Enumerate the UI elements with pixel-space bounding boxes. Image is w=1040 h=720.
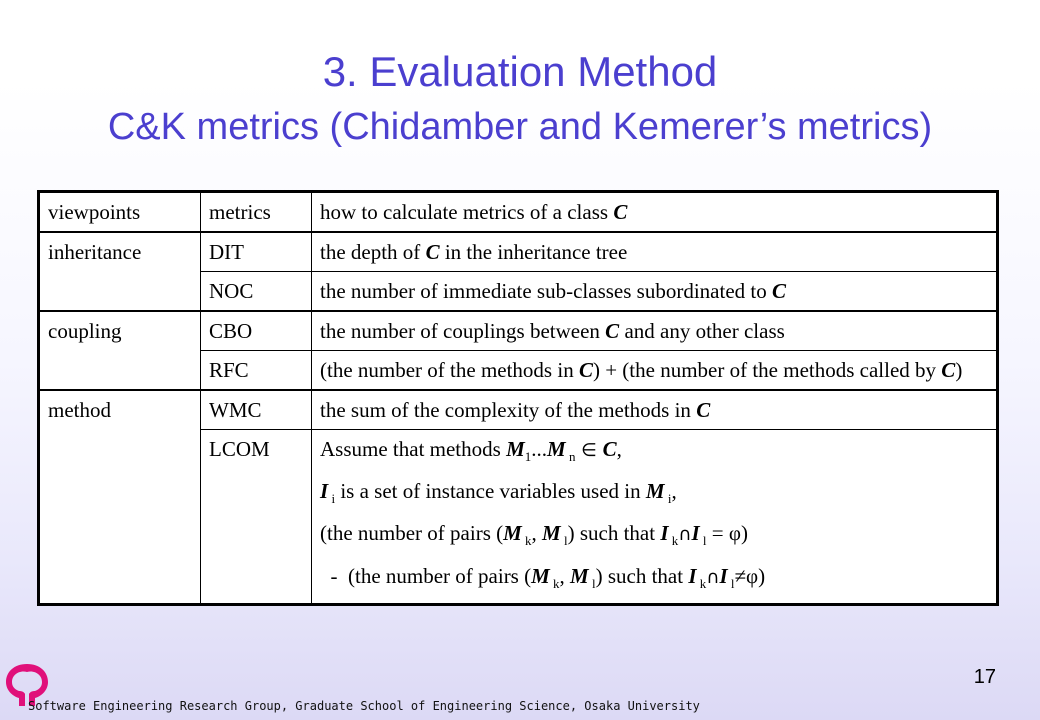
lcom-line-2: I $_i$ is a set of instance variables used in M $_i$, [320, 479, 677, 507]
description-noc: the number of immediate sub-classes subordinated to C [312, 272, 998, 312]
metric-wmc: WMC [201, 390, 312, 430]
metric-cbo: CBO [201, 311, 312, 351]
viewpoint-inheritance: inheritance [39, 232, 201, 272]
lcom-line-1: Assume that methods $M_1...M$ $_n$ ∈ C, [320, 437, 622, 465]
header-viewpoints: viewpoints [48, 200, 141, 224]
lcom-line-3: (the number of pairs (M $_k$, M $_l$) such that I $_k$∩I $_l$ = φ) [320, 521, 748, 549]
table-header-row [39, 192, 998, 233]
lcom-line-4: - (the number of pairs (M $_k$, M $_l$) such that I $_k$∩I $_l$≠φ) [320, 563, 766, 591]
description-dit: the depth of C in the inheritance tree [312, 232, 998, 272]
header-metrics: metrics [201, 192, 312, 233]
table-row [39, 390, 998, 430]
viewpoint-method: method [39, 390, 201, 430]
metric-rfc: RFC [201, 351, 312, 391]
table-row [39, 351, 998, 391]
table-row [39, 272, 998, 312]
description-rfc: (the number of the methods in C) + (the number of the methods called by C) [312, 351, 998, 391]
metric-lcom: LCOM [201, 430, 312, 605]
metric-dit: DIT [201, 232, 312, 272]
slide-title: 3. Evaluation Method [322, 48, 718, 95]
metric-noc: NOC [201, 272, 312, 312]
footer-text: Software Engineering Research Group, Graduate School of Engineering Science, Osaka University [28, 699, 700, 713]
header-how-to-calculate: how to calculate metrics of a class C [312, 192, 998, 233]
metrics-table [37, 190, 999, 606]
table-row [39, 430, 998, 605]
description-lcom [312, 430, 998, 605]
slide-subtitle: C&K metrics (Chidamber and Kemerer’s metrics) [107, 106, 933, 148]
table-row [39, 311, 998, 351]
page-number: 17 [973, 666, 996, 688]
description-wmc: the sum of the complexity of the methods in C [312, 390, 998, 430]
table-row [39, 232, 998, 272]
description-cbo: the number of couplings between C and any other class [312, 311, 998, 351]
viewpoint-coupling: coupling [39, 311, 201, 351]
